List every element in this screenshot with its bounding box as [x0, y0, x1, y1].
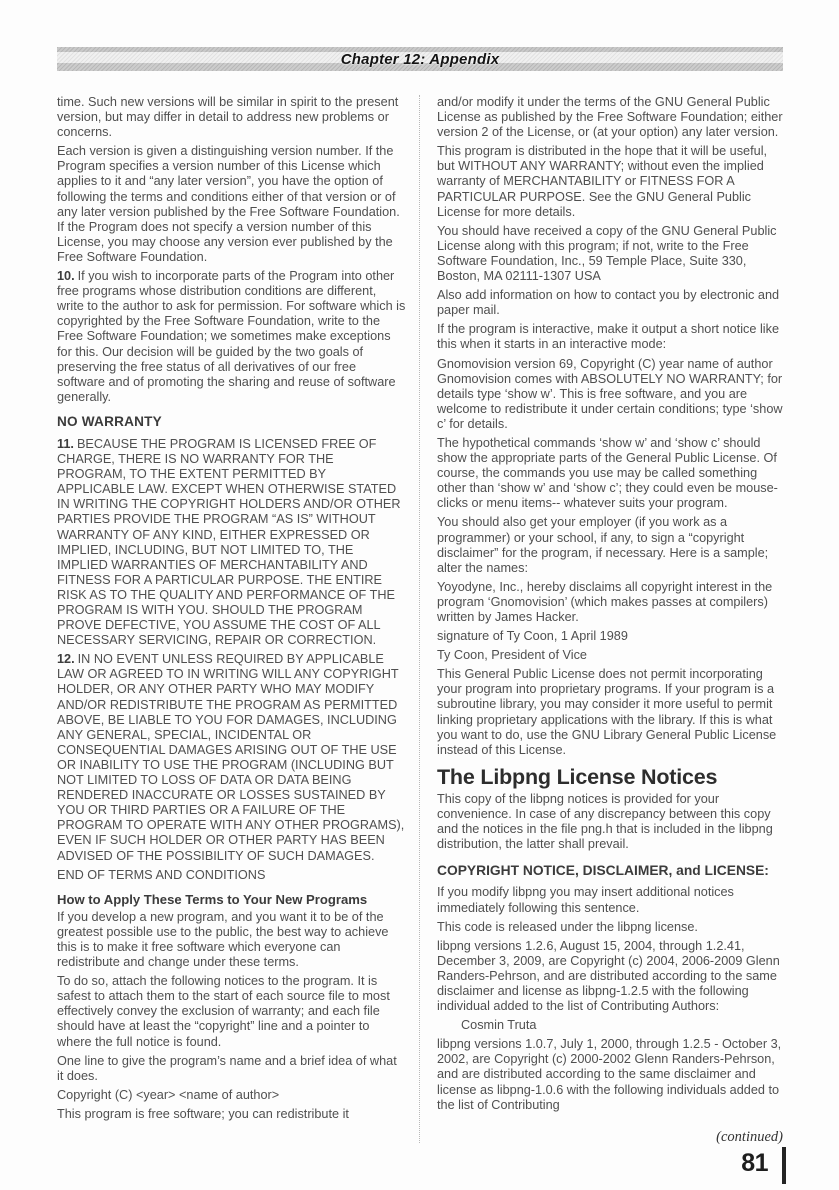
paragraph	[437, 580, 784, 625]
paragraph-text: This code is released under the libpng license.	[437, 919, 698, 934]
paragraph	[437, 224, 784, 284]
paragraph-text: If you modify libpng you may insert additional notices immediately following this sentence.	[437, 885, 734, 915]
paragraph-text: This program is distributed in the hope that it will be useful, but WITHOUT ANY WARRANTY; without even the implied warranty of MERCHANTABILITY or FITNESS FOR A PARTICULAR PURPOSE. See the GNU General Public License for more details.	[437, 144, 768, 219]
numbered-clause	[57, 269, 406, 405]
paragraph-text: If the program is interactive, make it output a short notice like this when it starts in an interactive mode:	[437, 322, 780, 352]
clause-number: 11.	[57, 436, 74, 451]
contributing-author	[437, 1018, 784, 1033]
numbered-clause	[57, 652, 406, 863]
subheading-copyright-notice: COPYRIGHT NOTICE, DISCLAIMER, and LICENSE:	[437, 863, 769, 879]
paragraph	[437, 939, 784, 1014]
paragraph	[57, 910, 406, 970]
paragraph-text: To do so, attach the following notices to the program. It is safest to attach them to the start of each source file to most effectively convey the exclusion of warranty; and each file should have at least the “copyright” line and a pointer to where the full notice is found.	[57, 974, 390, 1049]
left-column	[57, 95, 406, 1126]
paragraph-text: Gnomovision version 69, Copyright (C) year name of author Gnomovision comes with ABSOLUTELY NO WARRANTY; for details type ‘show w’. This is free software, and you are welcome to redistribute it under certain conditions; type ‘show c’ for details.	[437, 356, 783, 431]
paragraph	[57, 144, 406, 265]
paragraph-text: You should have received a copy of the GNU General Public License along with this program; if not, write to the Free Software Foundation, Inc., 59 Temple Place, Suite 330, Boston, MA 02111-1307 USA	[437, 223, 777, 284]
section-heading-no-warranty: NO WARRANTY	[57, 413, 162, 429]
page-number: 81	[741, 1149, 768, 1177]
paragraph	[57, 1107, 406, 1122]
paragraph-text: Each version is given a distinguishing version number. If the Program specifies a version number of this License which applies to it and “any later version”, you have the option of following the terms and conditions either of that version or of any later version published by the Free Software Foundation. If the Program does not specify a version number of this License, you may choose any version ever published by the Free Software Foundation.	[57, 144, 400, 264]
paragraph-text: The hypothetical commands ‘show w’ and ‘show c’ should show the appropriate parts of the General Public License. Of course, the commands you use may be called something other than ‘show w’ and ‘show c’; they could even be mouse-clicks or menu items-- whatever suits your program.	[437, 435, 778, 511]
right-column	[437, 95, 784, 1117]
paragraph-text: Cosmin Truta	[461, 1018, 537, 1033]
paragraph	[437, 1037, 784, 1112]
clause-text: IN NO EVENT UNLESS REQUIRED BY APPLICABLE LAW OR AGREED TO IN WRITING WILL ANY COPYRIGHT HOLDER, OR ANY OTHER PARTY WHO MAY MODIFY AND/OR REDISTRIBUTE THE PROGRAM AS PERMITTED ABOVE, BE LIABLE TO YOU FOR DAMAGES, INCLUDING ANY GENERAL, SPECIAL, INCIDENTAL OR CONSEQUENTIAL DAMAGES ARISING OUT OF THE USE OR INABILITY TO USE THE PROGRAM (INCLUDING BUT NOT LIMITED TO LOSS OF DATA OR DATA BEING RENDERED INACCURATE OR LOSSES SUSTAINED BY YOU OR THIRD PARTIES OR A FAILURE OF THE PROGRAM TO OPERATE WITH ANY OTHER PROGRAMS), EVEN IF SUCH HOLDER OR OTHER PARTY HAS BEEN ADVISED OF THE POSSIBILITY OF SUCH DAMAGES.	[57, 652, 405, 863]
paragraph-text: and/or modify it under the terms of the GNU General Public License as published by the Free Software Foundation; either version 2 of the License, or (at your option) any later version.	[437, 95, 783, 140]
paragraph-text: libpng versions 1.0.7, July 1, 2000, through 1.2.5 - October 3, 2002, are Copyright (c) 2000-2002 Glenn Randers-Pehrson, and are distributed according to the same disclaimer and license as libpng-1.0.6 with the following individuals added to the list of Contributing	[437, 1037, 782, 1112]
section-title-libpng: The Libpng License Notices	[437, 764, 718, 789]
column-divider	[419, 95, 420, 1143]
paragraph	[57, 1088, 406, 1103]
clause-text: If you wish to incorporate parts of the Program into other free programs whose distribution conditions are different, write to the author to ask for permission. For software which is copyrighted by the Free Software Foundation, write to the Free Software Foundation; we sometimes make exceptions for this. Our decision will be guided by the two goals of preserving the free status of all derivatives of our free software and of promoting the sharing and reuse of software generally.	[57, 269, 406, 404]
chapter-header-band	[57, 47, 783, 71]
paragraph-text: You should also get your employer (if you work as a programmer) or your school, if any, to sign a “copyright disclaimer” for the program, if necessary. Here is a sample; alter the names:	[437, 515, 769, 575]
paragraph-text: This General Public License does not permit incorporating your program into proprietary programs. If your program is a subroutine library, you may consider it more useful to permit linking proprietary applications with the library. If this is what you want to do, use the GNU Library General Public License instead of this License.	[437, 667, 777, 757]
paragraph	[437, 144, 784, 219]
continued-note: (continued)	[716, 1129, 783, 1145]
paragraph-text: signature of Ty Coon, 1 April 1989	[437, 629, 628, 644]
clause-number: 10.	[57, 269, 75, 284]
paragraph	[437, 648, 784, 663]
paragraph	[57, 868, 406, 883]
paragraph-text: One line to give the program’s name and a brief idea of what it does.	[57, 1053, 397, 1083]
paragraph-text: If you develop a new program, and you want it to be of the greatest possible use to the public, the best way to achieve this is to make it free software which everyone can redistribute and change under these terms.	[57, 909, 389, 970]
paragraph-text: END OF TERMS AND CONDITIONS	[57, 867, 266, 882]
paragraph	[57, 95, 406, 140]
clause-text: BECAUSE THE PROGRAM IS LICENSED FREE OF CHARGE, THERE IS NO WARRANTY FOR THE PROGRAM, TO THE EXTENT PERMITTED BY APPLICABLE LAW. EXCEPT WHEN OTHERWISE STATED IN WRITING THE COPYRIGHT HOLDERS AND/OR OTHER PARTIES PROVIDE THE PROGRAM “AS IS” WITHOUT WARRANTY OF ANY KIND, EITHER EXPRESSED OR IMPLIED, INCLUDING, BUT NOT LIMITED TO, THE IMPLIED WARRANTIES OF MERCHANTABILITY AND FITNESS FOR A PARTICULAR PURPOSE. THE ENTIRE RISK AS TO THE QUALITY AND PERFORMANCE OF THE PROGRAM IS WITH YOU. SHOULD THE PROGRAM PROVE DEFECTIVE, YOU ASSUME THE COST OF ALL NECESSARY SERVICING, REPAIR OR CORRECTION.	[57, 436, 401, 648]
paragraph	[437, 515, 784, 575]
paragraph	[437, 322, 784, 352]
paragraph	[437, 95, 784, 140]
chapter-title: Chapter 12: Appendix	[340, 50, 500, 68]
page-number-bar	[782, 1147, 786, 1184]
paragraph	[437, 357, 784, 432]
paragraph	[437, 436, 784, 511]
paragraph	[57, 1054, 406, 1084]
paragraph	[57, 974, 406, 1049]
clause-number: 12.	[57, 652, 75, 667]
paragraph-text: time. Such new versions will be similar in spirit to the present version, but may differ in detail to address new problems or concerns.	[57, 95, 399, 140]
paragraph-text: Yoyodyne, Inc., hereby disclaims all copyright interest in the program ‘Gnomovision’ (which makes passes at compilers) written by James Hacker.	[437, 579, 773, 624]
paragraph	[437, 629, 784, 644]
paragraph-text: Ty Coon, President of Vice	[437, 648, 587, 663]
paragraph-text: This program is free software; you can redistribute it	[57, 1106, 349, 1121]
paragraph	[437, 288, 784, 318]
paragraph-text: libpng versions 1.2.6, August 15, 2004, through 1.2.41, December 3, 2009, are Copyright (c) 2004, 2006-2009 Glenn Randers-Pehrson, and are distributed according to the same disclaimer and license as libpng-1.2.5 with the following individual added to the list of Contributing Authors:	[437, 938, 780, 1014]
paragraph	[437, 885, 784, 915]
paragraph	[437, 920, 784, 935]
paragraph-text: This copy of the libpng notices is provided for your convenience. In case of any discrepancy between this copy and the notices in the file png.h that is included in the libpng distribution, the latter shall prevail.	[437, 791, 773, 852]
paragraph	[437, 667, 784, 758]
paragraph-text: Also add information on how to contact you by electronic and paper mail.	[437, 288, 780, 318]
numbered-clause	[57, 437, 406, 648]
paragraph-text: Copyright (C) <year> <name of author>	[57, 1087, 280, 1102]
subheading-how-to-apply: How to Apply These Terms to Your New Programs	[57, 891, 368, 907]
paragraph	[437, 792, 784, 852]
